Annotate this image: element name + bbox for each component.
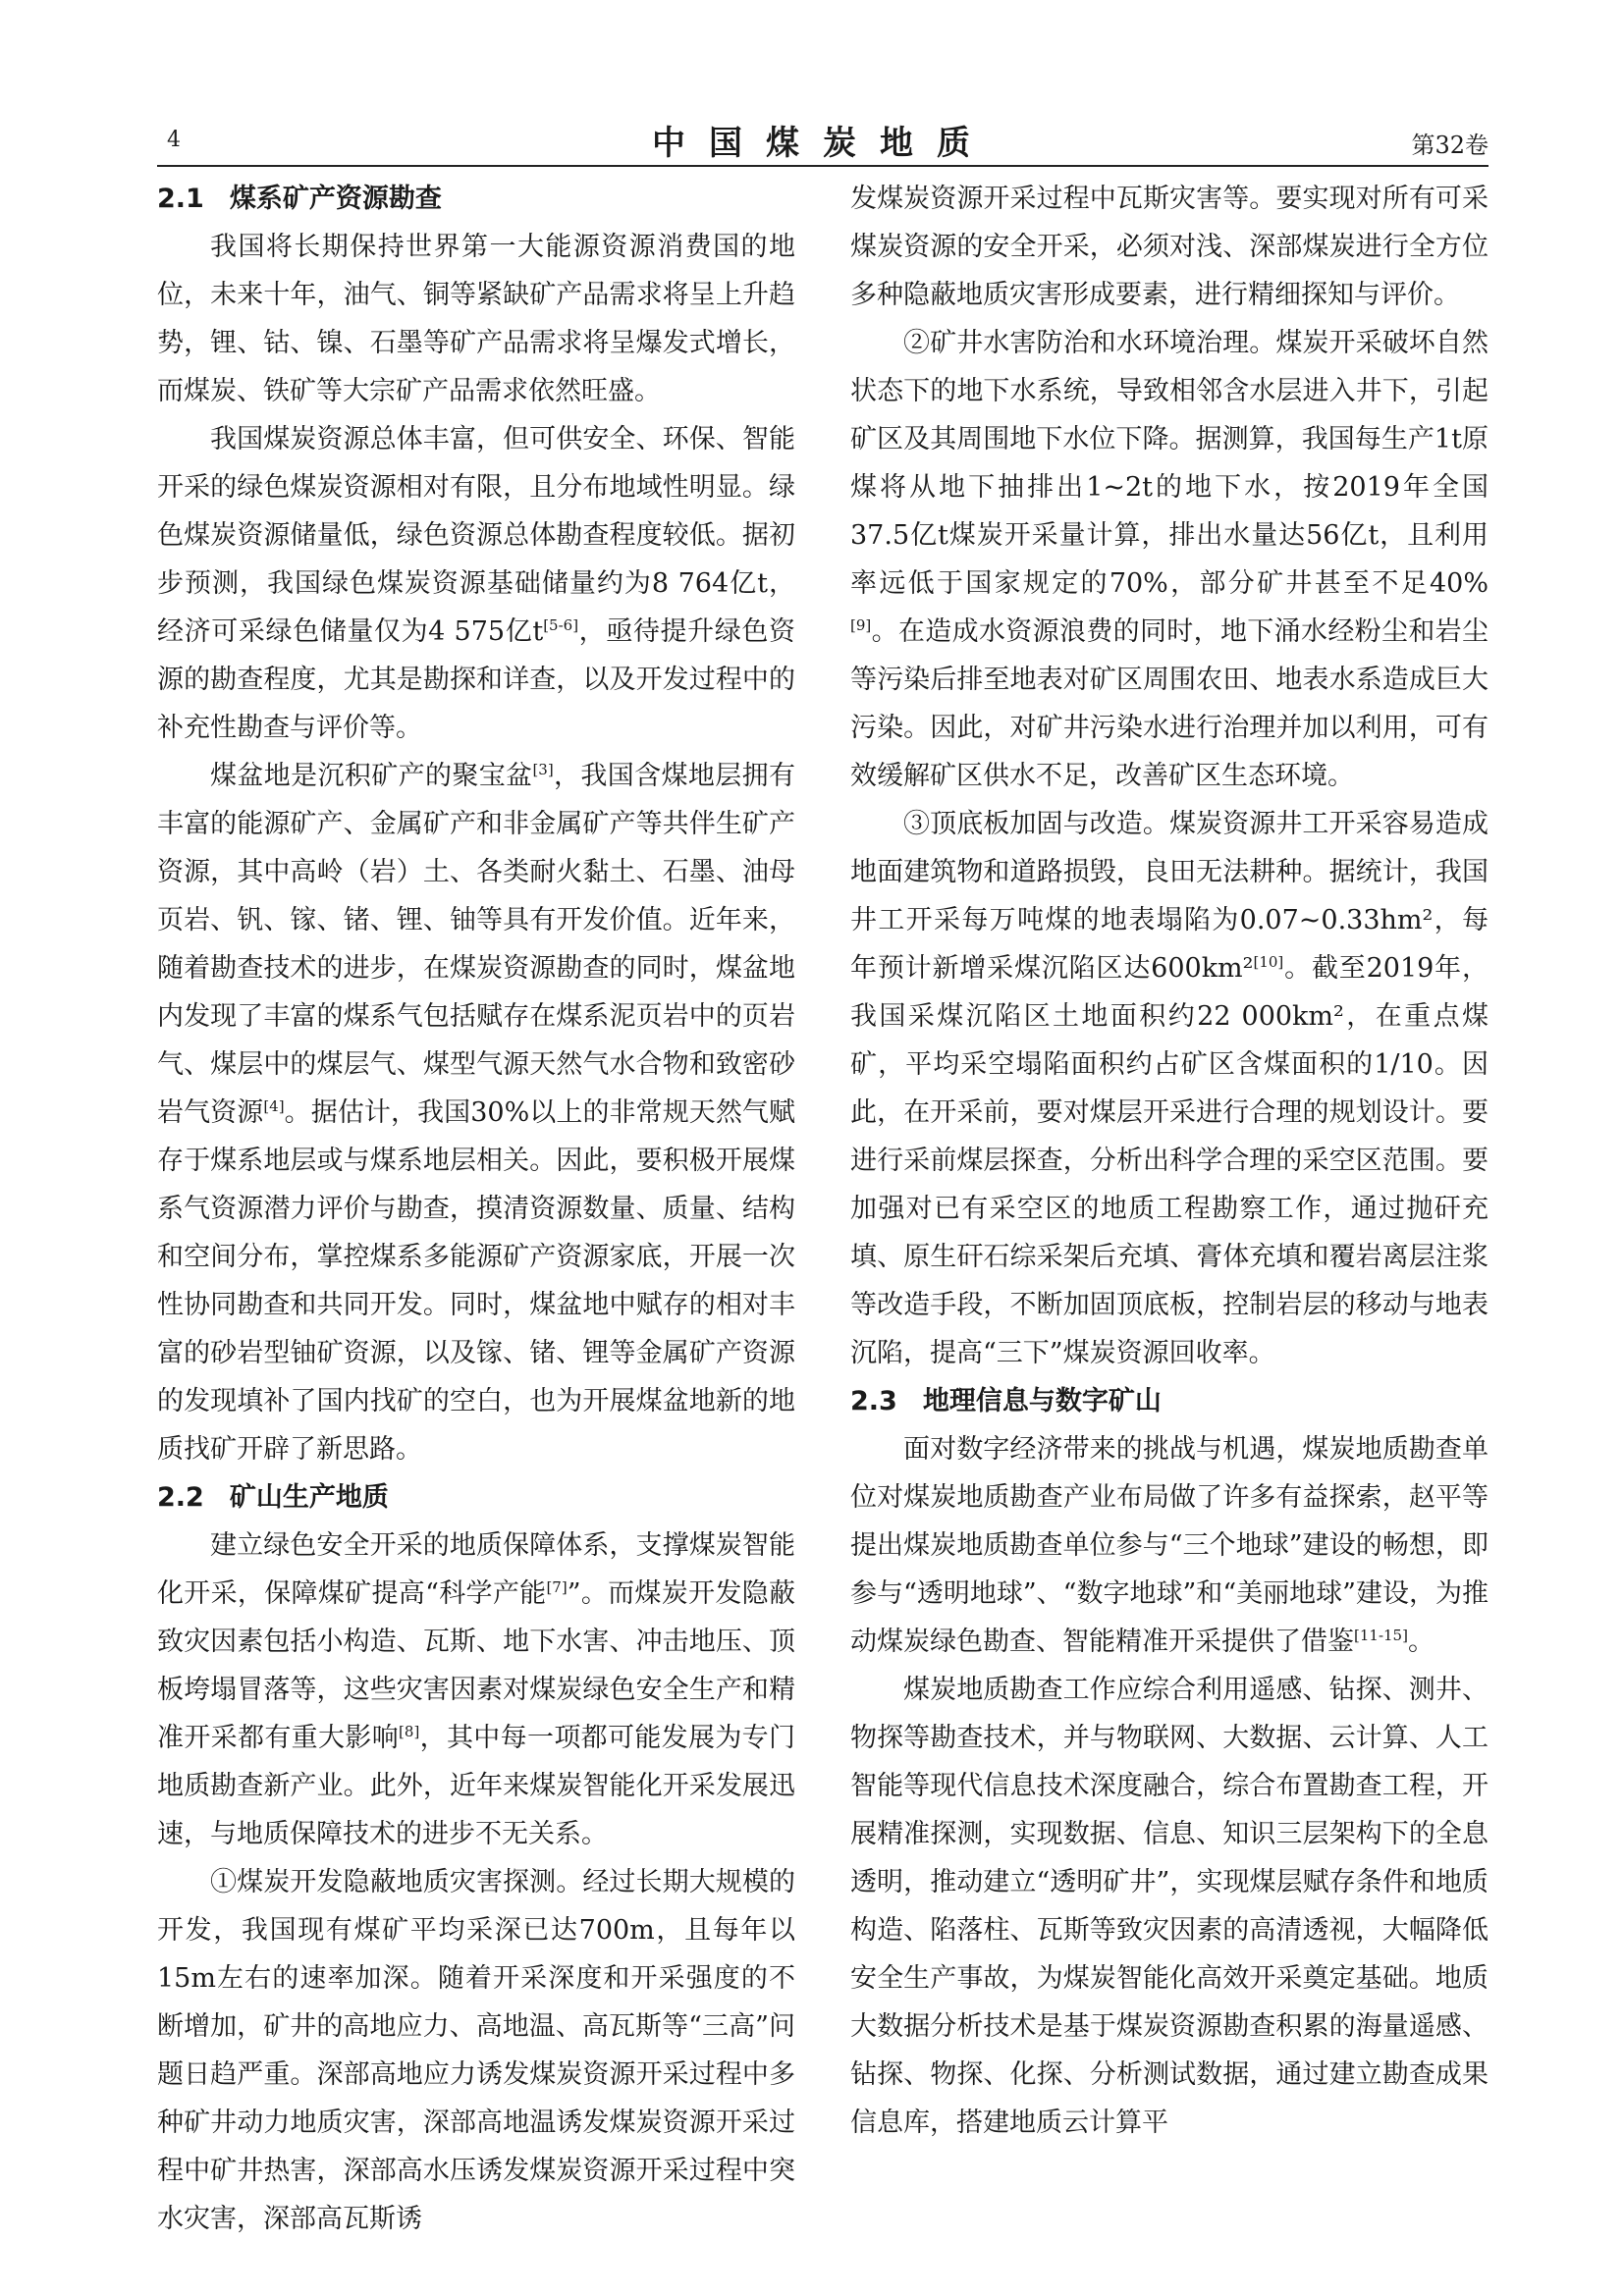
paragraph-text: 。截至2019年，我国采煤沉陷区土地面积约22 000km²，在重点煤矿，平均采空塌陷面积约占矿区含煤面积的1/10。因此，在开采前，要对煤层开采进行合理的规划设计。要进行采前煤层探查，分析出科学合理的采空区范围。要加强对已有采空区的地质工程勘察工作，通过抛矸充填、原生矸石综采架后充填、膏体充填和覆岩离层注浆等改造手段，不断加固顶底板，控制岩层的移动与地表沉陷，提高“三下”煤炭资源回收率。 — [850, 953, 1489, 1368]
paragraph-continued: 发煤炭资源开采过程中瓦斯灾害等。要实现对所有可采煤炭资源的安全开采，必须对浅、深部煤炭进行全方位多种隐蔽地质灾害形成要素，进行精细探知与评价。 — [850, 184, 1489, 310]
paragraph-text: ，亟待提升绿色资源的勘查程度，尤其是勘探和详查，以及开发过程中的补充性勘查与评价等。 — [157, 616, 795, 743]
paragraph-text: 面对数字经济带来的挑战与机遇，煤炭地质勘查单位对煤炭地质勘查产业布局做了许多有益探索，赵平等提出煤炭地质勘查单位参与“三个地球”建设的畅想，即参与“透明地球”、“数字地球”和“美丽地球”建设，为推动煤炭绿色勘查、智能精准开采提供了借鉴 — [850, 1434, 1489, 1657]
paragraph — [850, 319, 1489, 800]
citation: [4] — [263, 1097, 285, 1115]
page-number: 4 — [167, 128, 181, 152]
left-column — [157, 175, 795, 2243]
citation: [11-15] — [1354, 1627, 1408, 1644]
paragraph: ①煤炭开发隐蔽地质灾害探测。经过长期大规模的开发，我国现有煤矿平均采深已达700m，且每年以15m左右的速率加深。随着开采深度和开采强度的不断增加，矿井的高地应力、高地温、高瓦斯等“三高”问题日趋严重。深部高地应力诱发煤炭资源开采过程中多种矿井动力地质灾害，深部高地温诱发煤炭资源开采过程中矿井热害，深部高水压诱发煤炭资源开采过程中突水灾害，深部高瓦斯诱 — [157, 1867, 795, 2234]
section-title: 矿山生产地质 — [229, 1482, 389, 1513]
paragraph-text: 我国煤炭资源总体丰富，但可供安全、环保、智能开采的绿色煤炭资源相对有限，且分布地域性明显。绿色煤炭资源储量低，绿色资源总体勘查程度较低。据初步预测，我国绿色煤炭资源基础储量约为8 764亿t，经济可采绿色储量仅为4 575亿t — [157, 424, 795, 647]
paragraph-text: 煤盆地是沉积矿产的聚宝盆 — [210, 761, 533, 791]
paragraph: 煤炭地质勘查工作应综合利用遥感、钻探、测井、物探等勘查技术，并与物联网、大数据、云计算、人工智能等现代信息技术深度融合，综合布置勘查工程，开展精准探测，实现数据、信息、知识三层架构下的全息透明，推动建立“透明矿井”，实现煤层赋存条件和地质构造、陷落柱、瓦斯等致灾因素的高清透视，大幅降低安全生产事故，为煤炭智能化高效开采奠定基础。地质大数据分析技术是基于煤炭资源勘查积累的海量遥感、钻探、物探、化探、分析测试数据，通过建立勘查成果信息库，搭建地质云计算平 — [850, 1675, 1489, 2138]
section-title: 煤系矿产资源勘查 — [229, 184, 442, 214]
section-number: 2.3 — [850, 1386, 897, 1416]
paragraph — [157, 415, 795, 752]
citation: [9] — [850, 616, 872, 634]
paragraph: 我国将长期保持世界第一大能源资源消费国的地位，未来十年，油气、铜等紧缺矿产品需求将呈上升趋势，锂、钴、镍、石墨等矿产品需求将呈爆发式增长，而煤炭、铁矿等大宗矿产品需求依然旺盛。 — [157, 232, 795, 406]
citation: [7] — [546, 1578, 568, 1596]
section-number: 2.1 — [157, 184, 204, 214]
volume-label: 第32卷 — [1411, 132, 1489, 159]
paragraph — [850, 800, 1489, 1377]
paragraph-text: 。据估计，我国30%以上的非常规天然气赋存于煤系地层或与煤系地层相关。因此，要积极开展煤系气资源潜力评价与勘查，摸清资源数量、质量、结构和空间分布，掌控煤系多能源矿产资源家底，开展一次性协同勘查和共同开发。同时，煤盆地中赋存的相对丰富的砂岩型铀矿资源，以及镓、锗、锂等金属矿产资源的发现填补了国内找矿的空白，也为开展煤盆地新的地质找矿开辟了新思路。 — [157, 1097, 796, 1465]
paragraph-text: 。 — [1407, 1627, 1435, 1657]
paragraph — [850, 1425, 1489, 1666]
section-number: 2.2 — [157, 1482, 204, 1513]
paragraph-text: ，我国含煤地层拥有丰富的能源矿产、金属矿产和非金属矿产等共伴生矿产资源，其中高岭（岩）土、各类耐火黏土、石墨、油母页岩、钒、镓、锗、锂、铀等具有开发价值。近年来，随着勘查技术的进步，在煤炭资源勘查的同时，煤盆地内发现了丰富的煤系气包括赋存在煤系泥页岩中的页岩气、煤层中的煤层气、煤型气源天然气水合物和致密砂岩气资源 — [157, 761, 796, 1128]
citation: [3] — [532, 761, 554, 778]
running-header — [157, 116, 1489, 163]
paragraph — [157, 752, 795, 1473]
citation: [5-6] — [543, 616, 579, 634]
citation: [10] — [1253, 953, 1284, 971]
citation: [8] — [399, 1723, 420, 1740]
paragraph-text: ②矿井水害防治和水环境治理。煤炭开采破坏自然状态下的地下水系统，导致相邻含水层进入井下，引起矿区及其周围地下水位下降。据测算，我国每生产1t原煤将从地下抽排出1~2t的地下水，按2019年全国37.5亿t煤炭开采量计算，排出水量达56亿t，且利用率远低于国家规定的70%，部分矿井甚至不足40% — [850, 328, 1489, 599]
header-rule — [157, 165, 1489, 167]
paragraph-text: ”。而煤炭开发隐蔽致灾因素包括小构造、瓦斯、地下水害、冲击地压、顶板垮塌冒落等，这些灾害因素对煤炭绿色安全生产和精准开采都有重大影响 — [157, 1578, 795, 1753]
paragraph — [157, 1522, 795, 1858]
section-heading-2-1 — [157, 175, 795, 223]
section-title: 地理信息与数字矿山 — [922, 1386, 1162, 1416]
journal-title: 中国煤炭地质 — [652, 124, 994, 163]
section-heading-2-3 — [850, 1377, 1489, 1425]
paragraph-text: ，其中每一项都可能发展为专门地质勘查新产业。此外，近年来煤炭智能化开采发展迅速，与地质保障技术的进步不无关系。 — [157, 1723, 796, 1849]
paragraph-text: 。在造成水资源浪费的同时，地下涌水经粉尘和岩尘等污染后排至地表对矿区周围农田、地表水系造成巨大污染。因此，对矿井污染水进行治理并加以利用，可有效缓解矿区供水不足，改善矿区生态环境。 — [850, 616, 1489, 791]
section-heading-2-2 — [157, 1473, 795, 1522]
right-column — [850, 175, 1489, 2147]
paragraph-text: ③顶底板加固与改造。煤炭资源井工开采容易造成地面建筑物和道路损毁，良田无法耕种。据统计，我国井工开采每万吨煤的地表塌陷为0.07~0.33hm²，每年预计新增采煤沉陷区达600km² — [850, 809, 1489, 984]
paragraph-text: 建立绿色安全开采的地质保障体系，支撑煤炭智能化开采，保障煤矿提高“科学产能 — [157, 1530, 795, 1609]
